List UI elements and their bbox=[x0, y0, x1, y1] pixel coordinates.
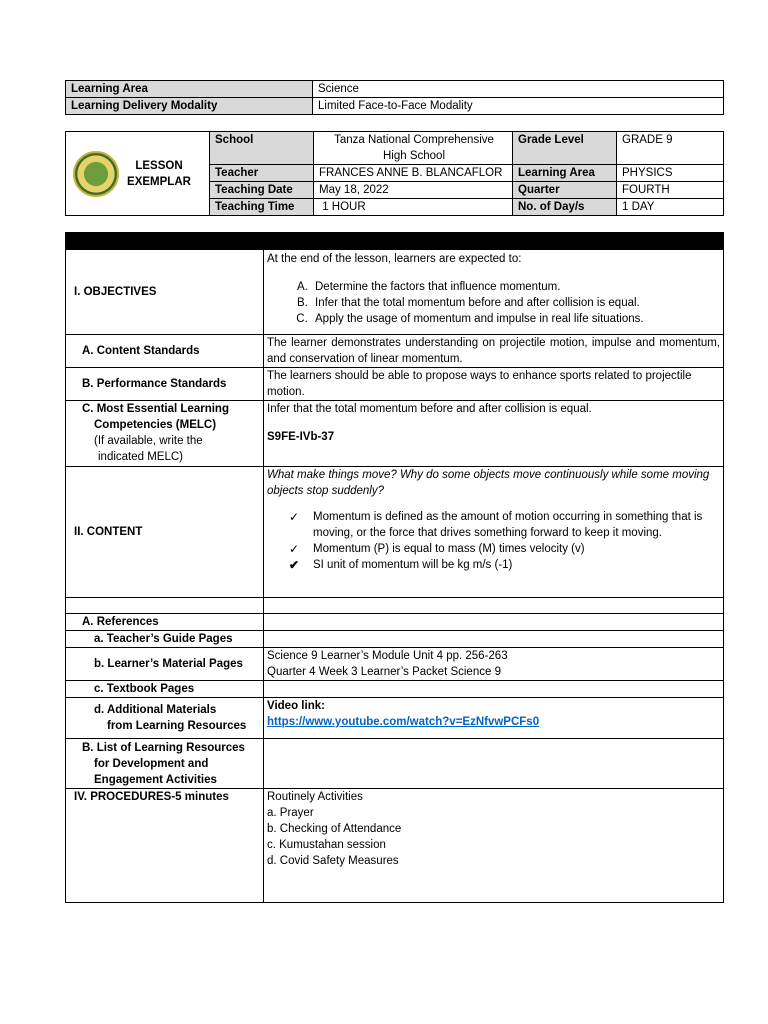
learning-area-value: Science bbox=[313, 81, 724, 98]
teaching-date-value: May 18, 2022 bbox=[314, 182, 513, 199]
content-point: ✔ SI unit of momentum will be kg m/s (-1) bbox=[289, 558, 513, 572]
content-point: ✓ Momentum (P) is equal to mass (M) times velocity (v) bbox=[289, 542, 585, 556]
learners-material-cell bbox=[264, 648, 724, 681]
procedures-label: IV. PROCEDURES-5 minutes bbox=[66, 789, 264, 903]
teachers-guide-label: a. Teacher’s Guide Pages bbox=[66, 631, 264, 648]
empty-cell bbox=[264, 739, 724, 789]
procedure-item: d. Covid Safety Measures bbox=[267, 855, 399, 867]
references-label: A. References bbox=[66, 614, 264, 631]
procedures-cell bbox=[264, 789, 724, 903]
teacher-label: Teacher bbox=[210, 165, 314, 182]
procedures-title: Routinely Activities bbox=[267, 791, 363, 803]
content-label: II. CONTENT bbox=[66, 467, 264, 598]
content-point: ✓ Momentum is defined as the amount of motion occurring in something that is moving, or the force that drives something forward to keep it moving. bbox=[289, 510, 703, 539]
objectives-intro: At the end of the lesson, learners are expected to: bbox=[267, 253, 522, 265]
objectives-list bbox=[267, 279, 720, 327]
grade-level-value: GRADE 9 bbox=[617, 132, 724, 165]
objective-item: B. Infer that the total momentum before and after collision is equal. bbox=[311, 295, 720, 311]
school-value: Tanza National Comprehensive High School bbox=[314, 132, 513, 165]
empty-cell bbox=[264, 681, 724, 698]
checkmark-icon: ✓ bbox=[289, 542, 300, 556]
lesson-header-table bbox=[65, 131, 724, 216]
video-link[interactable]: https://www.youtube.com/watch?v=EzNfvwPCFs0 bbox=[267, 716, 540, 728]
quarter-label: Quarter bbox=[513, 182, 617, 199]
performance-standards-label: B. Performance Standards bbox=[66, 368, 264, 401]
objectives-label: I. OBJECTIVES bbox=[66, 250, 264, 335]
checkmark-icon: ✓ bbox=[289, 510, 300, 524]
teaching-date-label: Teaching Date bbox=[210, 182, 314, 199]
logo-cell bbox=[66, 132, 210, 216]
additional-materials-label: d. Additional Materials from Learning Resources bbox=[66, 698, 264, 739]
empty-cell bbox=[66, 598, 264, 614]
header-area-value: PHYSICS bbox=[617, 165, 724, 182]
objective-item: C. Apply the usage of momentum and impulse in real life situations. bbox=[311, 311, 720, 327]
empty-cell bbox=[264, 598, 724, 614]
learners-packet-text: Quarter 4 Week 3 Learner’s Packet Science 9 bbox=[267, 666, 501, 678]
header-area-label: Learning Area bbox=[513, 165, 617, 182]
grade-level-label: Grade Level bbox=[513, 132, 617, 165]
delivery-modality-label: Learning Delivery Modality bbox=[66, 98, 313, 115]
learners-module-text: Science 9 Learner’s Module Unit 4 pp. 256-263 bbox=[267, 650, 508, 662]
procedure-item: b. Checking of Attendance bbox=[267, 823, 402, 835]
lesson-exemplar-title: LESSON EXEMPLAR bbox=[127, 159, 191, 188]
content-standards-label: A. Content Standards bbox=[66, 335, 264, 368]
performance-standards-text: The learners should be able to propose ways to enhance sports related to projectile motion. bbox=[264, 368, 724, 401]
checkmark-icon: ✔ bbox=[289, 558, 300, 572]
procedure-item: c. Kumustahan session bbox=[267, 839, 386, 851]
empty-cell bbox=[264, 614, 724, 631]
school-seal-icon bbox=[73, 151, 119, 197]
objectives-cell bbox=[264, 250, 724, 335]
quarter-value: FOURTH bbox=[617, 182, 724, 199]
additional-materials-cell bbox=[264, 698, 724, 739]
content-standards-text: The learner demonstrates understanding on projectile motion, impulse and momentum, and conservation of linear momentum. bbox=[264, 335, 724, 368]
learning-area-label: Learning Area bbox=[66, 81, 313, 98]
teaching-time-label: Teaching Time bbox=[210, 199, 314, 216]
lesson-plan-table bbox=[65, 232, 724, 903]
procedure-item: a. Prayer bbox=[267, 807, 314, 819]
melc-text: Infer that the total momentum before and after collision is equal. bbox=[267, 403, 592, 415]
melc-cell bbox=[264, 401, 724, 467]
learning-resources-label: B. List of Learning Resources for Development and Engagement Activities bbox=[66, 739, 264, 789]
melc-label: C. Most Essential Learning Competencies (MELC) (If available, write the indicated MELC) bbox=[66, 401, 264, 467]
video-link-label: Video link: bbox=[267, 700, 325, 712]
learning-area-table bbox=[65, 80, 724, 115]
textbook-label: c. Textbook Pages bbox=[66, 681, 264, 698]
days-label: No. of Day/s bbox=[513, 199, 617, 216]
delivery-modality-value: Limited Face-to-Face Modality bbox=[313, 98, 724, 115]
objective-item: A. Determine the factors that influence momentum. bbox=[311, 279, 720, 295]
school-label: School bbox=[210, 132, 314, 165]
black-header-bar bbox=[66, 233, 724, 250]
teacher-value: FRANCES ANNE B. BLANCAFLOR bbox=[314, 165, 513, 182]
learners-material-label: b. Learner’s Material Pages bbox=[66, 648, 264, 681]
empty-cell bbox=[264, 631, 724, 648]
content-cell bbox=[264, 467, 724, 598]
content-question: What make things move? Why do some objects move continuously while some moving objects stop suddenly? bbox=[267, 469, 710, 497]
teaching-time-value: 1 HOUR bbox=[314, 199, 513, 216]
melc-code: S9FE-IVb-37 bbox=[267, 431, 335, 443]
days-value: 1 DAY bbox=[617, 199, 724, 216]
content-points bbox=[267, 509, 720, 573]
